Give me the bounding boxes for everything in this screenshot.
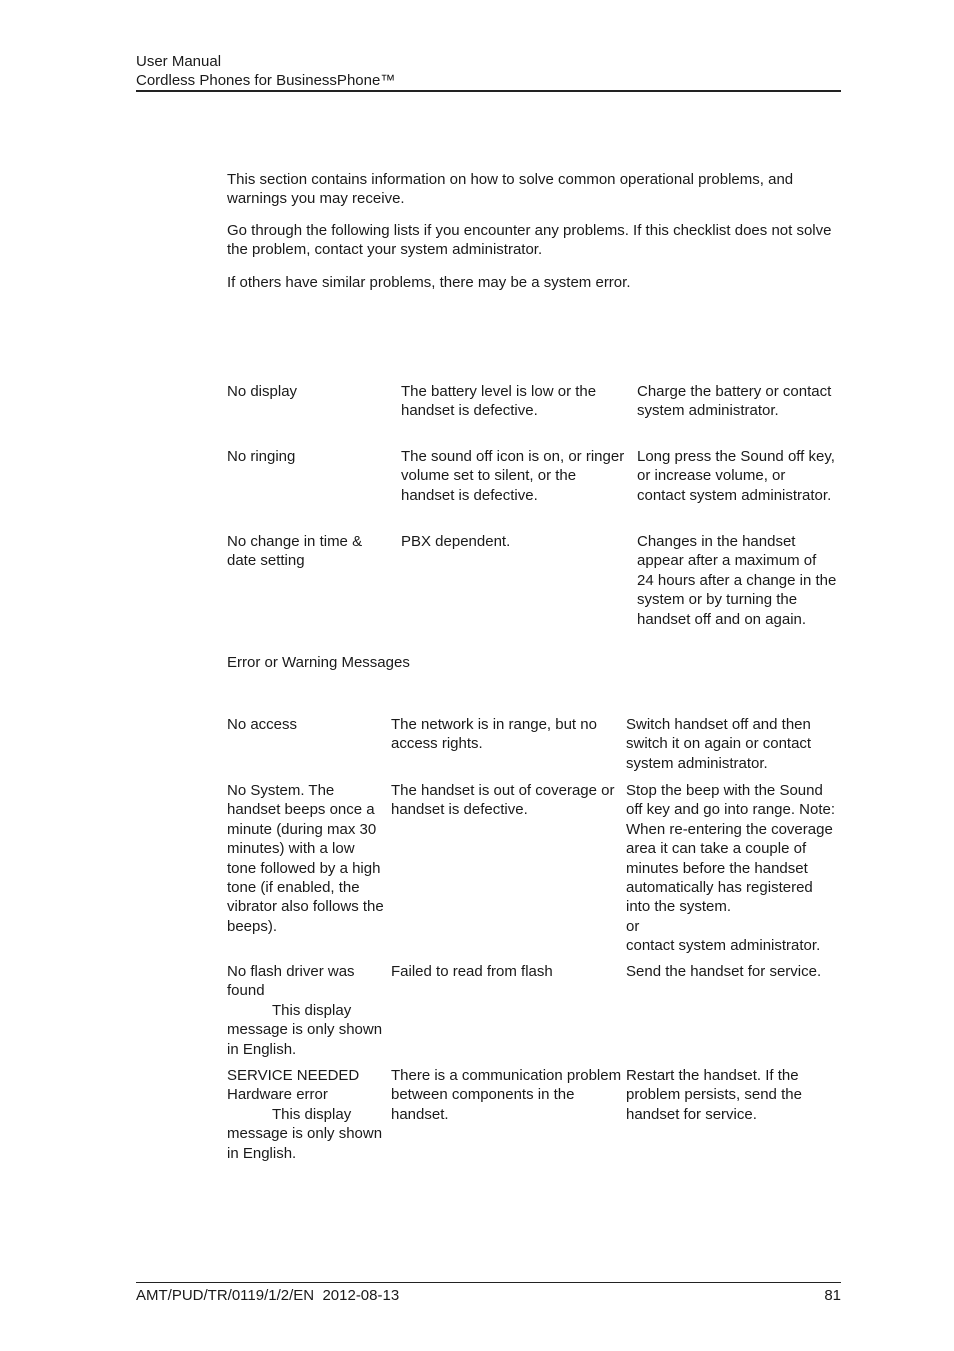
table-cell-problem: No System. The handset beeps once a minute (during max 30 minutes) with a low tone followed by a high tone (if enabled, the vibrator also follows the beeps). (227, 782, 384, 935)
table-cell-cause: The network is in range, but no access rights. (391, 716, 597, 753)
table-cell-problem (227, 962, 387, 1059)
problem-note (227, 1001, 387, 1059)
problem-text: No flash driver was found (227, 963, 355, 1000)
table-cell-action: Changes in the handset appear after a maximum of 24 hours after a change in the system or by turning the handset off and on again. (637, 533, 837, 628)
action-text: Stop the beep with the Sound off key and go into range. Note: When re-entering the coverage area it can take a couple of minutes before the handset automatically has registered into the system. (626, 782, 836, 916)
intro-paragraph-3: If others have similar problems, there may be a system error. (227, 274, 631, 291)
table-cell-cause: Failed to read from flash (391, 963, 553, 980)
action-text: or (626, 917, 640, 935)
table-cell-action (626, 781, 838, 956)
table-cell-action: Switch handset off and then switch it on again or contact system administrator. (626, 716, 812, 772)
table-cell-action: Send the handset for service. (626, 963, 822, 980)
header-divider (136, 90, 841, 92)
intro-paragraph-1: This section contains information on how to solve common operational problems, and warnings you may receive. (227, 171, 794, 208)
header-subtitle: Cordless Phones for BusinessPhone™ (136, 72, 396, 90)
table-cell-cause: The battery level is low or the handset is defective. (401, 383, 597, 420)
header-title: User Manual (136, 53, 222, 70)
table-cell-problem: No change in time & date setting (227, 533, 363, 570)
note-text: This display message is only shown in English. (227, 1001, 383, 1058)
intro-paragraph-2: Go through the following lists if you encounter any problems. If this checklist does not solve the problem, contact your system administrator. (227, 222, 832, 259)
table-cell-action: Long press the Sound off key, or increase volume, or contact system administrator. (637, 448, 835, 504)
action-text: contact system administrator. (626, 937, 821, 955)
table-cell-problem: No access (227, 716, 298, 733)
table-cell-cause: The sound off icon is on, or ringer volume set to silent, or the handset is defective. (401, 448, 625, 504)
table-cell-action: Charge the battery or contact system administrator. (637, 383, 832, 420)
document-id: AMT/PUD/TR/0119/1/2/EN 2012-08-13 (136, 1287, 400, 1304)
table-cell-problem: No ringing (227, 448, 296, 465)
problem-text: SERVICE NEEDED Hardware error (227, 1067, 360, 1104)
note-text: This display message is only shown in English. (227, 1105, 383, 1162)
table-cell-cause: The handset is out of coverage or handset is defective. (391, 782, 615, 819)
page-number: 81 (824, 1287, 841, 1304)
problem-note (227, 1105, 387, 1163)
table-cell-action: Restart the handset. If the problem persists, send the handset for service. (626, 1067, 802, 1123)
table-cell-cause: PBX dependent. (401, 533, 511, 550)
messages-heading: Error or Warning Messages (227, 654, 410, 671)
table-cell-problem: No display (227, 383, 298, 400)
table-cell-cause: There is a communication problem between components in the handset. (391, 1067, 622, 1123)
page-header (136, 52, 841, 91)
footer-divider (136, 1282, 841, 1283)
table-cell-problem (227, 1066, 387, 1163)
